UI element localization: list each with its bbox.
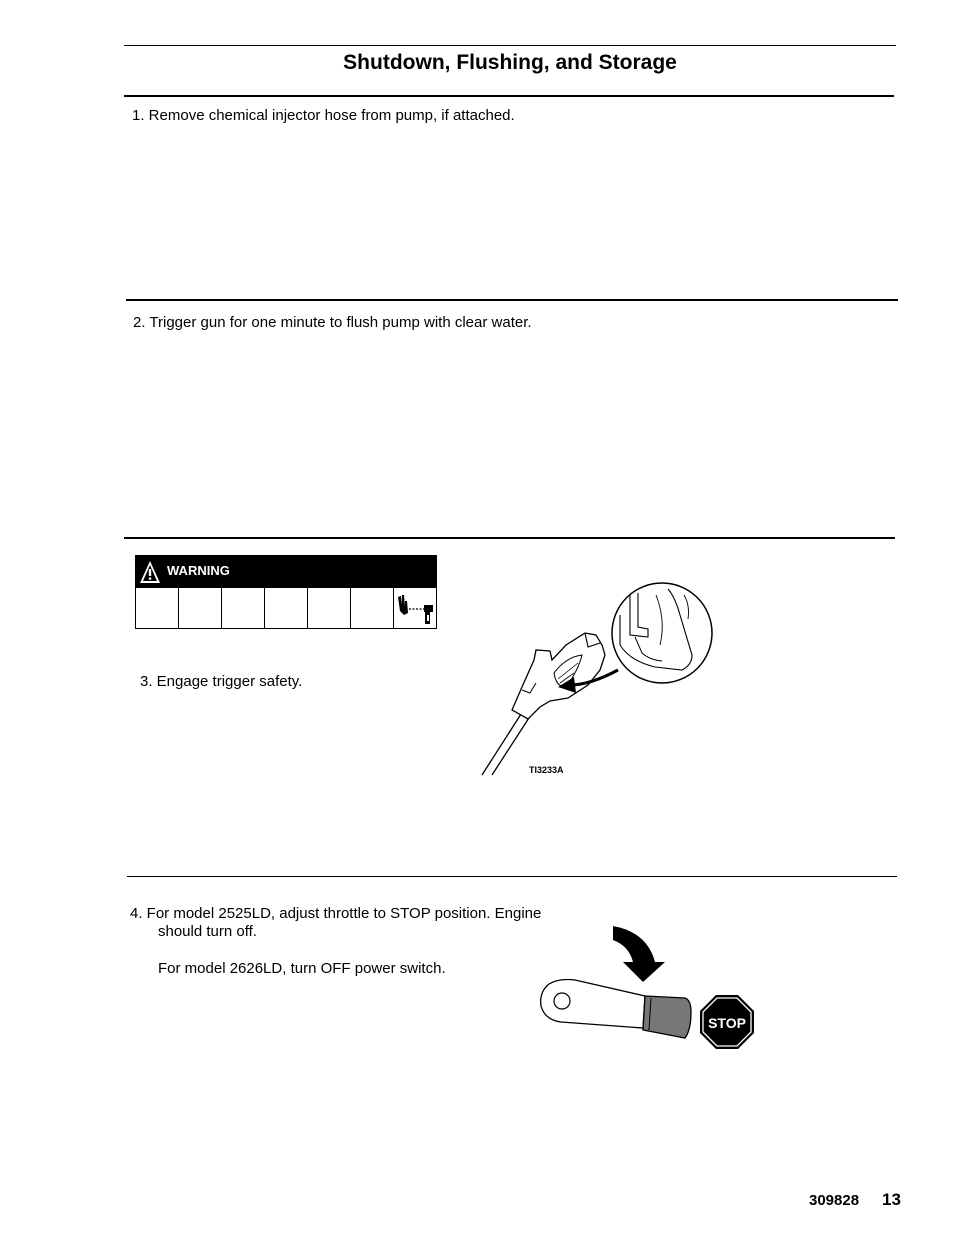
step-4-text-line1: 4. For model 2525LD, adjust throttle to STOP position. Engine: [130, 905, 542, 922]
page-number: 13: [882, 1190, 901, 1209]
warning-header: [136, 556, 436, 588]
section-divider-2: [124, 537, 895, 539]
step-4-text-line2: should turn off.: [158, 923, 257, 940]
warning-cell: [264, 588, 307, 628]
document-number: 309828: [809, 1192, 860, 1209]
figure-label-trigger-safety: TI3233A: [529, 765, 564, 775]
header-rule-top: [124, 45, 896, 46]
warning-cell: [178, 588, 221, 628]
warning-cell: [307, 588, 350, 628]
warning-cell: [393, 588, 436, 628]
step-3-text: 3. Engage trigger safety.: [140, 673, 303, 690]
warning-cell: [350, 588, 393, 628]
step-2-text: 2. Trigger gun for one minute to flush pump with clear water.: [133, 314, 532, 331]
trigger-safety-illustration: [470, 575, 730, 785]
hand-and-spray-gun-icon: [394, 589, 436, 627]
step-4-text-line3: For model 2626LD, turn OFF power switch.: [158, 960, 446, 977]
warning-label: WARNING: [167, 563, 230, 578]
warning-triangle-icon: [139, 560, 161, 584]
page-title: Shutdown, Flushing, and Storage: [343, 51, 677, 74]
warning-box: [135, 555, 437, 629]
warning-cell: [221, 588, 264, 628]
step-1-text: 1. Remove chemical injector hose from pump, if attached.: [132, 107, 515, 124]
section-divider-3: [127, 876, 897, 877]
section-divider-1: [126, 299, 898, 301]
header-rule-bottom: [124, 95, 894, 97]
warning-symbol-cells: [136, 588, 436, 628]
throttle-lever-illustration: [535, 920, 765, 1060]
stop-sign-text: STOP: [708, 1015, 746, 1031]
warning-cell: [136, 588, 178, 628]
